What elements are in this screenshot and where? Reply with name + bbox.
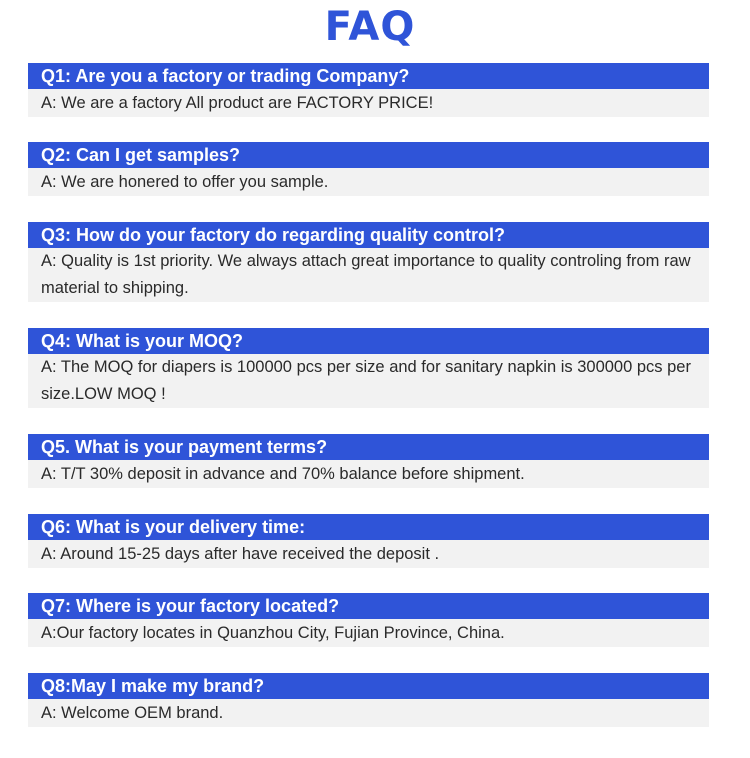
faq-answer: A: Around 15-25 days after have received the deposit . [28, 540, 709, 568]
faq-item-6 [28, 514, 709, 568]
faq-answer: A: The MOQ for diapers is 100000 pcs per size and for sanitary napkin is 300000 pcs per size.LOW MOQ ! [28, 354, 709, 408]
faq-item-7 [28, 593, 709, 647]
faq-question: Q3: How do your factory do regarding quality control? [28, 222, 709, 248]
page-title: FAQ [324, 4, 416, 50]
faq-question: Q8:May I make my brand? [28, 673, 709, 699]
faq-item-3 [28, 222, 709, 302]
faq-answer: A: Welcome OEM brand. [28, 699, 709, 727]
faq-question: Q7: Where is your factory located? [28, 593, 709, 619]
faq-item-8 [28, 673, 709, 727]
faq-question: Q1: Are you a factory or trading Company? [28, 63, 709, 89]
faq-answer: A: We are a factory All product are FACTORY PRICE! [28, 89, 709, 117]
faq-answer: A: We are honered to offer you sample. [28, 168, 709, 196]
faq-question: Q6: What is your delivery time: [28, 514, 709, 540]
faq-question: Q4: What is your MOQ? [28, 328, 709, 354]
faq-answer: A:Our factory locates in Quanzhou City, Fujian Province, China. [28, 619, 709, 647]
faq-question: Q5. What is your payment terms? [28, 434, 709, 460]
faq-question: Q2: Can I get samples? [28, 142, 709, 168]
faq-item-2 [28, 142, 709, 196]
faq-item-5 [28, 434, 709, 488]
faq-answer: A: T/T 30% deposit in advance and 70% balance before shipment. [28, 460, 709, 488]
faq-answer: A: Quality is 1st priority. We always attach great importance to quality controling from raw material to shipping. [28, 248, 709, 302]
faq-item-4 [28, 328, 709, 408]
faq-item-1 [28, 63, 709, 117]
